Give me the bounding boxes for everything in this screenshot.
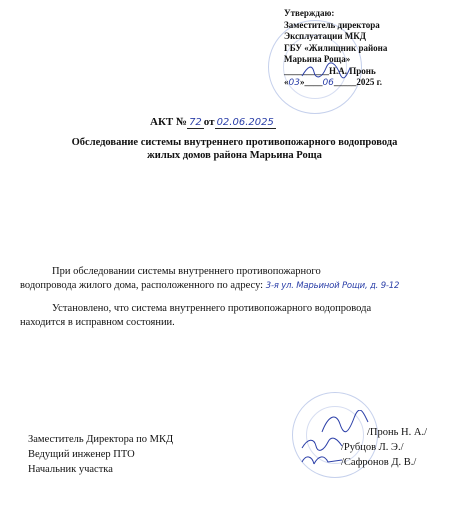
paragraph-1-line-2 bbox=[20, 279, 399, 293]
act-title bbox=[150, 116, 276, 128]
act-subject bbox=[0, 136, 469, 162]
approval-date-mid: »____ bbox=[299, 77, 323, 87]
signatory-title-2: Ведущий инженер ПТО bbox=[28, 449, 135, 460]
signatory-titles bbox=[28, 432, 173, 477]
paragraph-2-line-1: Установлено, что система внутреннего противопожарного водопровода bbox=[52, 303, 372, 314]
approval-date-open: « bbox=[284, 77, 289, 87]
act-from: от bbox=[203, 116, 215, 128]
signatory-name-2: /Рубцов Л. Э./ bbox=[341, 442, 404, 453]
approval-line-4: ГБУ «Жилищник района bbox=[284, 42, 388, 53]
signatory-name-3: /Сафронов Д. В./ bbox=[341, 457, 417, 468]
signatory-name-1: /Пронь Н. А./ bbox=[367, 427, 427, 438]
signature-3 bbox=[300, 452, 344, 468]
signature-2 bbox=[300, 436, 344, 452]
approval-line-1: Утверждаю: bbox=[284, 8, 335, 18]
paragraph-2-line-2: находится в исправном состоянии. bbox=[20, 317, 175, 328]
act-number: 72 bbox=[189, 117, 202, 128]
approval-date-month: 06 bbox=[322, 78, 334, 88]
approval-line-5: Марьина Роща» bbox=[284, 54, 351, 64]
act-prefix: АКТ № bbox=[150, 116, 188, 128]
signature-1 bbox=[318, 410, 370, 436]
signatory-title-3: Начальник участка bbox=[28, 464, 113, 475]
signatory-title-1: Заместитель Директора по МКД bbox=[28, 434, 174, 445]
paragraph-1-line-2-text: водопровода жилого дома, расположенного по адресу: bbox=[20, 280, 264, 291]
approval-date-year: _____2025 г. bbox=[333, 77, 382, 87]
approval-signature-blank: __________ bbox=[284, 65, 329, 76]
subject-line-1: Обследование системы внутреннего противопожарного водопровода bbox=[71, 137, 398, 148]
approval-signatory-name: Н.А. Пронь bbox=[329, 65, 376, 76]
approval-signature bbox=[300, 62, 352, 80]
paragraph-1-line-1: При обследовании системы внутреннего противопожарного bbox=[52, 266, 321, 277]
address-handwritten: 3-я ул. Марьиной Рощи, д. 9-12 bbox=[265, 281, 400, 291]
approval-date-day: 03 bbox=[288, 78, 300, 88]
subject-line-2: жилых домов района Марьина Роща bbox=[147, 150, 322, 161]
approval-line-3: Эксплуатации МКД bbox=[284, 31, 366, 41]
approval-line-2: Заместитель директора bbox=[284, 19, 380, 30]
act-date: 02.06.2025 bbox=[216, 117, 274, 128]
